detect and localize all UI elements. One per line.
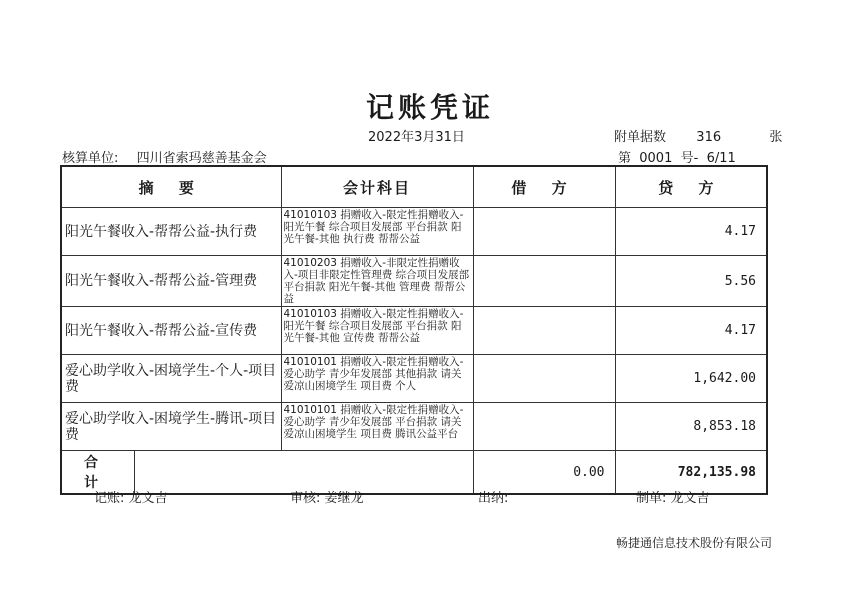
total-debit: 0.00 [473, 451, 615, 495]
row-subject: 41010203 捐赠收入-非限定性捐赠收入-项目非限定性管理费 综合项目发展部 平台捐款 阳光午餐-其他 管理费 帮帮公益 [281, 256, 473, 307]
unit-label: 核算单位: [62, 151, 119, 166]
column-header-subject: 会计科目 [281, 166, 473, 208]
row-debit [473, 307, 615, 355]
row-subject: 41010103 捐赠收入-限定性捐赠收入-阳光午餐 综合项目发展部 平台捐款 阳光午餐-其他 宣传费 帮帮公益 [281, 307, 473, 355]
cashier: 出纳: [478, 491, 509, 506]
row-credit: 1,642.00 [615, 355, 767, 403]
preparer: 制单: 龙文吉 [636, 491, 710, 506]
row-debit [473, 355, 615, 403]
attachments-info [614, 126, 782, 145]
total-label: 合 计 [62, 451, 135, 493]
row-debit [473, 256, 615, 307]
row-debit [473, 208, 615, 256]
row-summary: 阳光午餐收入-帮帮公益-执行费 [61, 208, 281, 256]
row-credit: 4.17 [615, 208, 767, 256]
total-credit: 782,135.98 [615, 451, 767, 495]
row-subject: 41010103 捐赠收入-限定性捐赠收入-阳光午餐 综合项目发展部 平台捐款 阳光午餐-其他 执行费 帮帮公益 [281, 208, 473, 256]
column-header-debit: 借 方 [473, 166, 615, 208]
reviewer: 审核: 姜继龙 [290, 491, 364, 506]
row-credit: 4.17 [615, 307, 767, 355]
row-subject: 41010101 捐赠收入-限定性捐赠收入-爱心助学 青少年发展部 其他捐款 请关爱凉山困境学生 项目费 个人 [281, 355, 473, 403]
column-header-credit: 贷 方 [615, 166, 767, 208]
row-summary: 阳光午餐收入-帮帮公益-管理费 [61, 256, 281, 307]
voucher-date: 2022年3月31日 [368, 130, 465, 145]
voucher-number: 第 0001 号- 6/11 [618, 151, 736, 166]
row-summary: 阳光午餐收入-帮帮公益-宣传费 [61, 307, 281, 355]
row-subject: 41010101 捐赠收入-限定性捐赠收入-爱心助学 青少年发展部 平台捐款 请关爱凉山困境学生 项目费 腾讯公益平台 [281, 403, 473, 451]
table-row [61, 208, 767, 256]
attachments-unit: 张 [769, 130, 783, 145]
table-header-row [61, 166, 767, 208]
column-header-summary: 摘 要 [61, 166, 281, 208]
row-summary: 爱心助学收入-困境学生-腾讯-项目费 [61, 403, 281, 451]
attachments-count: 316 [696, 130, 722, 145]
row-summary: 爱心助学收入-困境学生-个人-项目费 [61, 355, 281, 403]
row-credit: 5.56 [615, 256, 767, 307]
unit-name: 四川省索玛慈善基金会 [136, 151, 267, 166]
voucher-title: 记账凭证 [365, 91, 494, 124]
accounting-unit [62, 147, 267, 166]
row-debit [473, 403, 615, 451]
row-credit: 8,853.18 [615, 403, 767, 451]
attachments-label: 附单据数 [614, 130, 667, 145]
bookkeeper: 记账: 龙文吉 [94, 491, 168, 506]
voucher-table [60, 165, 768, 495]
table-row [61, 403, 767, 451]
company-name: 畅捷通信息技术股份有限公司 [616, 536, 773, 550]
table-row [61, 355, 767, 403]
table-row [61, 256, 767, 307]
table-row [61, 307, 767, 355]
